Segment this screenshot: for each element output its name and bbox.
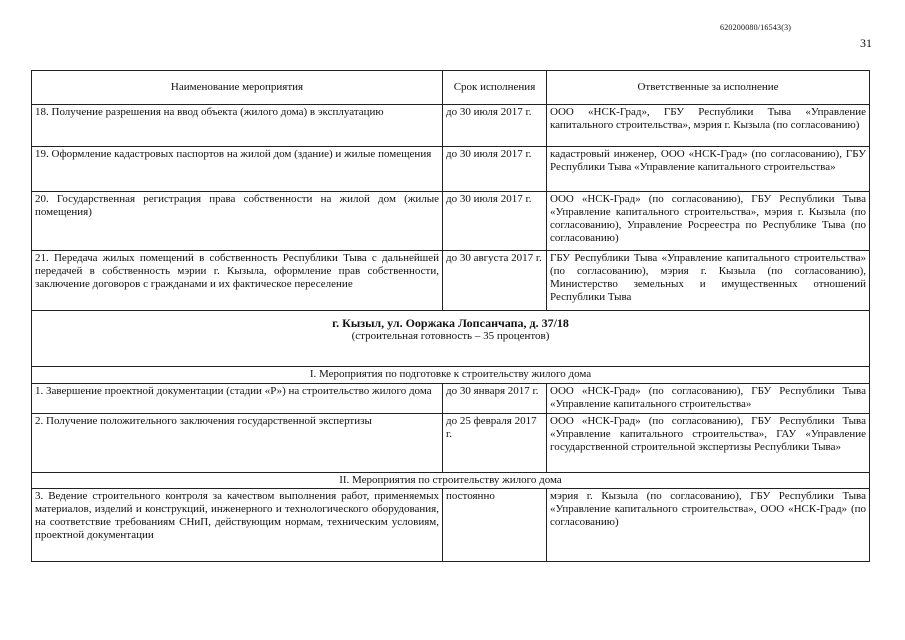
measure-term: до 30 июля 2017 г. bbox=[443, 147, 547, 192]
measure-term: до 30 января 2017 г. bbox=[443, 384, 547, 414]
measure-name: 1. Завершение проектной документации (стадии «Р») на строительство жилого дома bbox=[32, 384, 443, 414]
measure-responsible: кадастровый инженер, ООО «НСК-Град» (по согласованию), ГБУ Республики Тыва «Управление капитального строительства» bbox=[547, 147, 870, 192]
section-readiness: (строительная готовность – 35 процентов) bbox=[351, 330, 550, 342]
table-row bbox=[32, 147, 870, 192]
column-header-term: Срок исполнения bbox=[443, 71, 547, 105]
table-row bbox=[32, 251, 870, 311]
measure-term: до 30 июля 2017 г. bbox=[443, 192, 547, 251]
measure-name: 20. Государственная регистрация права собственности на жилой дом (жилые помещения) bbox=[32, 192, 443, 251]
measure-term: до 30 июля 2017 г. bbox=[443, 105, 547, 147]
measures-table bbox=[31, 70, 870, 562]
measure-name: 3. Ведение строительного контроля за качеством выполнения работ, применяемых материалов, изделий и конструкций, инженерного и технологического оборудования, на соответствие требованиям СНиП, действующим нормам, техническим условиям, проектной документации bbox=[32, 489, 443, 562]
measure-responsible: ООО «НСК-Град» (по согласованию), ГБУ Республики Тыва «Управление капитального строительства», ГАУ «Управление государственной строительной экспертизы Республики Тыва» bbox=[547, 414, 870, 473]
stage-row bbox=[32, 367, 870, 384]
stage-2-title: II. Мероприятия по строительству жилого дома bbox=[32, 473, 870, 489]
measure-responsible: ООО «НСК-Град» (по согласованию), ГБУ Республики Тыва «Управление капитального строительства» bbox=[547, 384, 870, 414]
measure-name: 19. Оформление кадастровых паспортов на жилой дом (здание) и жилые помещения bbox=[32, 147, 443, 192]
stage-1-title: I. Мероприятия по подготовке к строительству жилого дома bbox=[32, 367, 870, 384]
stage-row bbox=[32, 473, 870, 489]
table-row bbox=[32, 414, 870, 473]
measure-responsible: ООО «НСК-Град», ГБУ Республики Тыва «Управление капитального строительства», мэрия г. Кызыла (по согласованию) bbox=[547, 105, 870, 147]
table-row bbox=[32, 105, 870, 147]
measure-responsible: ООО «НСК-Град» (по согласованию), ГБУ Республики Тыва «Управление капитального строительства», мэрия г. Кызыла (по согласованию), Управление Росреестра по Республике Тыва (по согласованию) bbox=[547, 192, 870, 251]
measure-term: постоянно bbox=[443, 489, 547, 562]
table-row bbox=[32, 489, 870, 562]
column-header-responsible: Ответственные за исполнение bbox=[547, 71, 870, 105]
measure-name: 21. Передача жилых помещений в собственность Республики Тыва с дальнейшей передачей в собственность мэрии г. Кызыла, оформление прав собственности, заключение договоров с гражданами и их фактическое переселение bbox=[32, 251, 443, 311]
page-number: 31 bbox=[860, 36, 872, 50]
section-row bbox=[32, 311, 870, 367]
measure-responsible: ГБУ Республики Тыва «Управление капитального строительства» (по согласованию), мэрия г. Кызыла (по согласованию), Министерство земельных и имущественных отношений Республики Тыва bbox=[547, 251, 870, 311]
measure-term: до 25 февраля 2017 г. bbox=[443, 414, 547, 473]
table-row bbox=[32, 192, 870, 251]
column-header-name: Наименование мероприятия bbox=[32, 71, 443, 105]
table-header-row bbox=[32, 71, 870, 105]
measure-term: до 30 августа 2017 г. bbox=[443, 251, 547, 311]
section-address: г. Кызыл, ул. Ооржака Лопсанчапа, д. 37/18 bbox=[332, 316, 569, 330]
table-row bbox=[32, 384, 870, 414]
measure-responsible: мэрия г. Кызыла (по согласованию), ГБУ Республики Тыва «Управление капитального строительства», ООО «НСК-Град» (по согласованию) bbox=[547, 489, 870, 562]
measure-name: 18. Получение разрешения на ввод объекта (жилого дома) в эксплуатацию bbox=[32, 105, 443, 147]
measure-name: 2. Получение положительного заключения государственной экспертизы bbox=[32, 414, 443, 473]
section-heading bbox=[32, 311, 870, 367]
document-id: 620200080/16543(3) bbox=[720, 23, 792, 32]
